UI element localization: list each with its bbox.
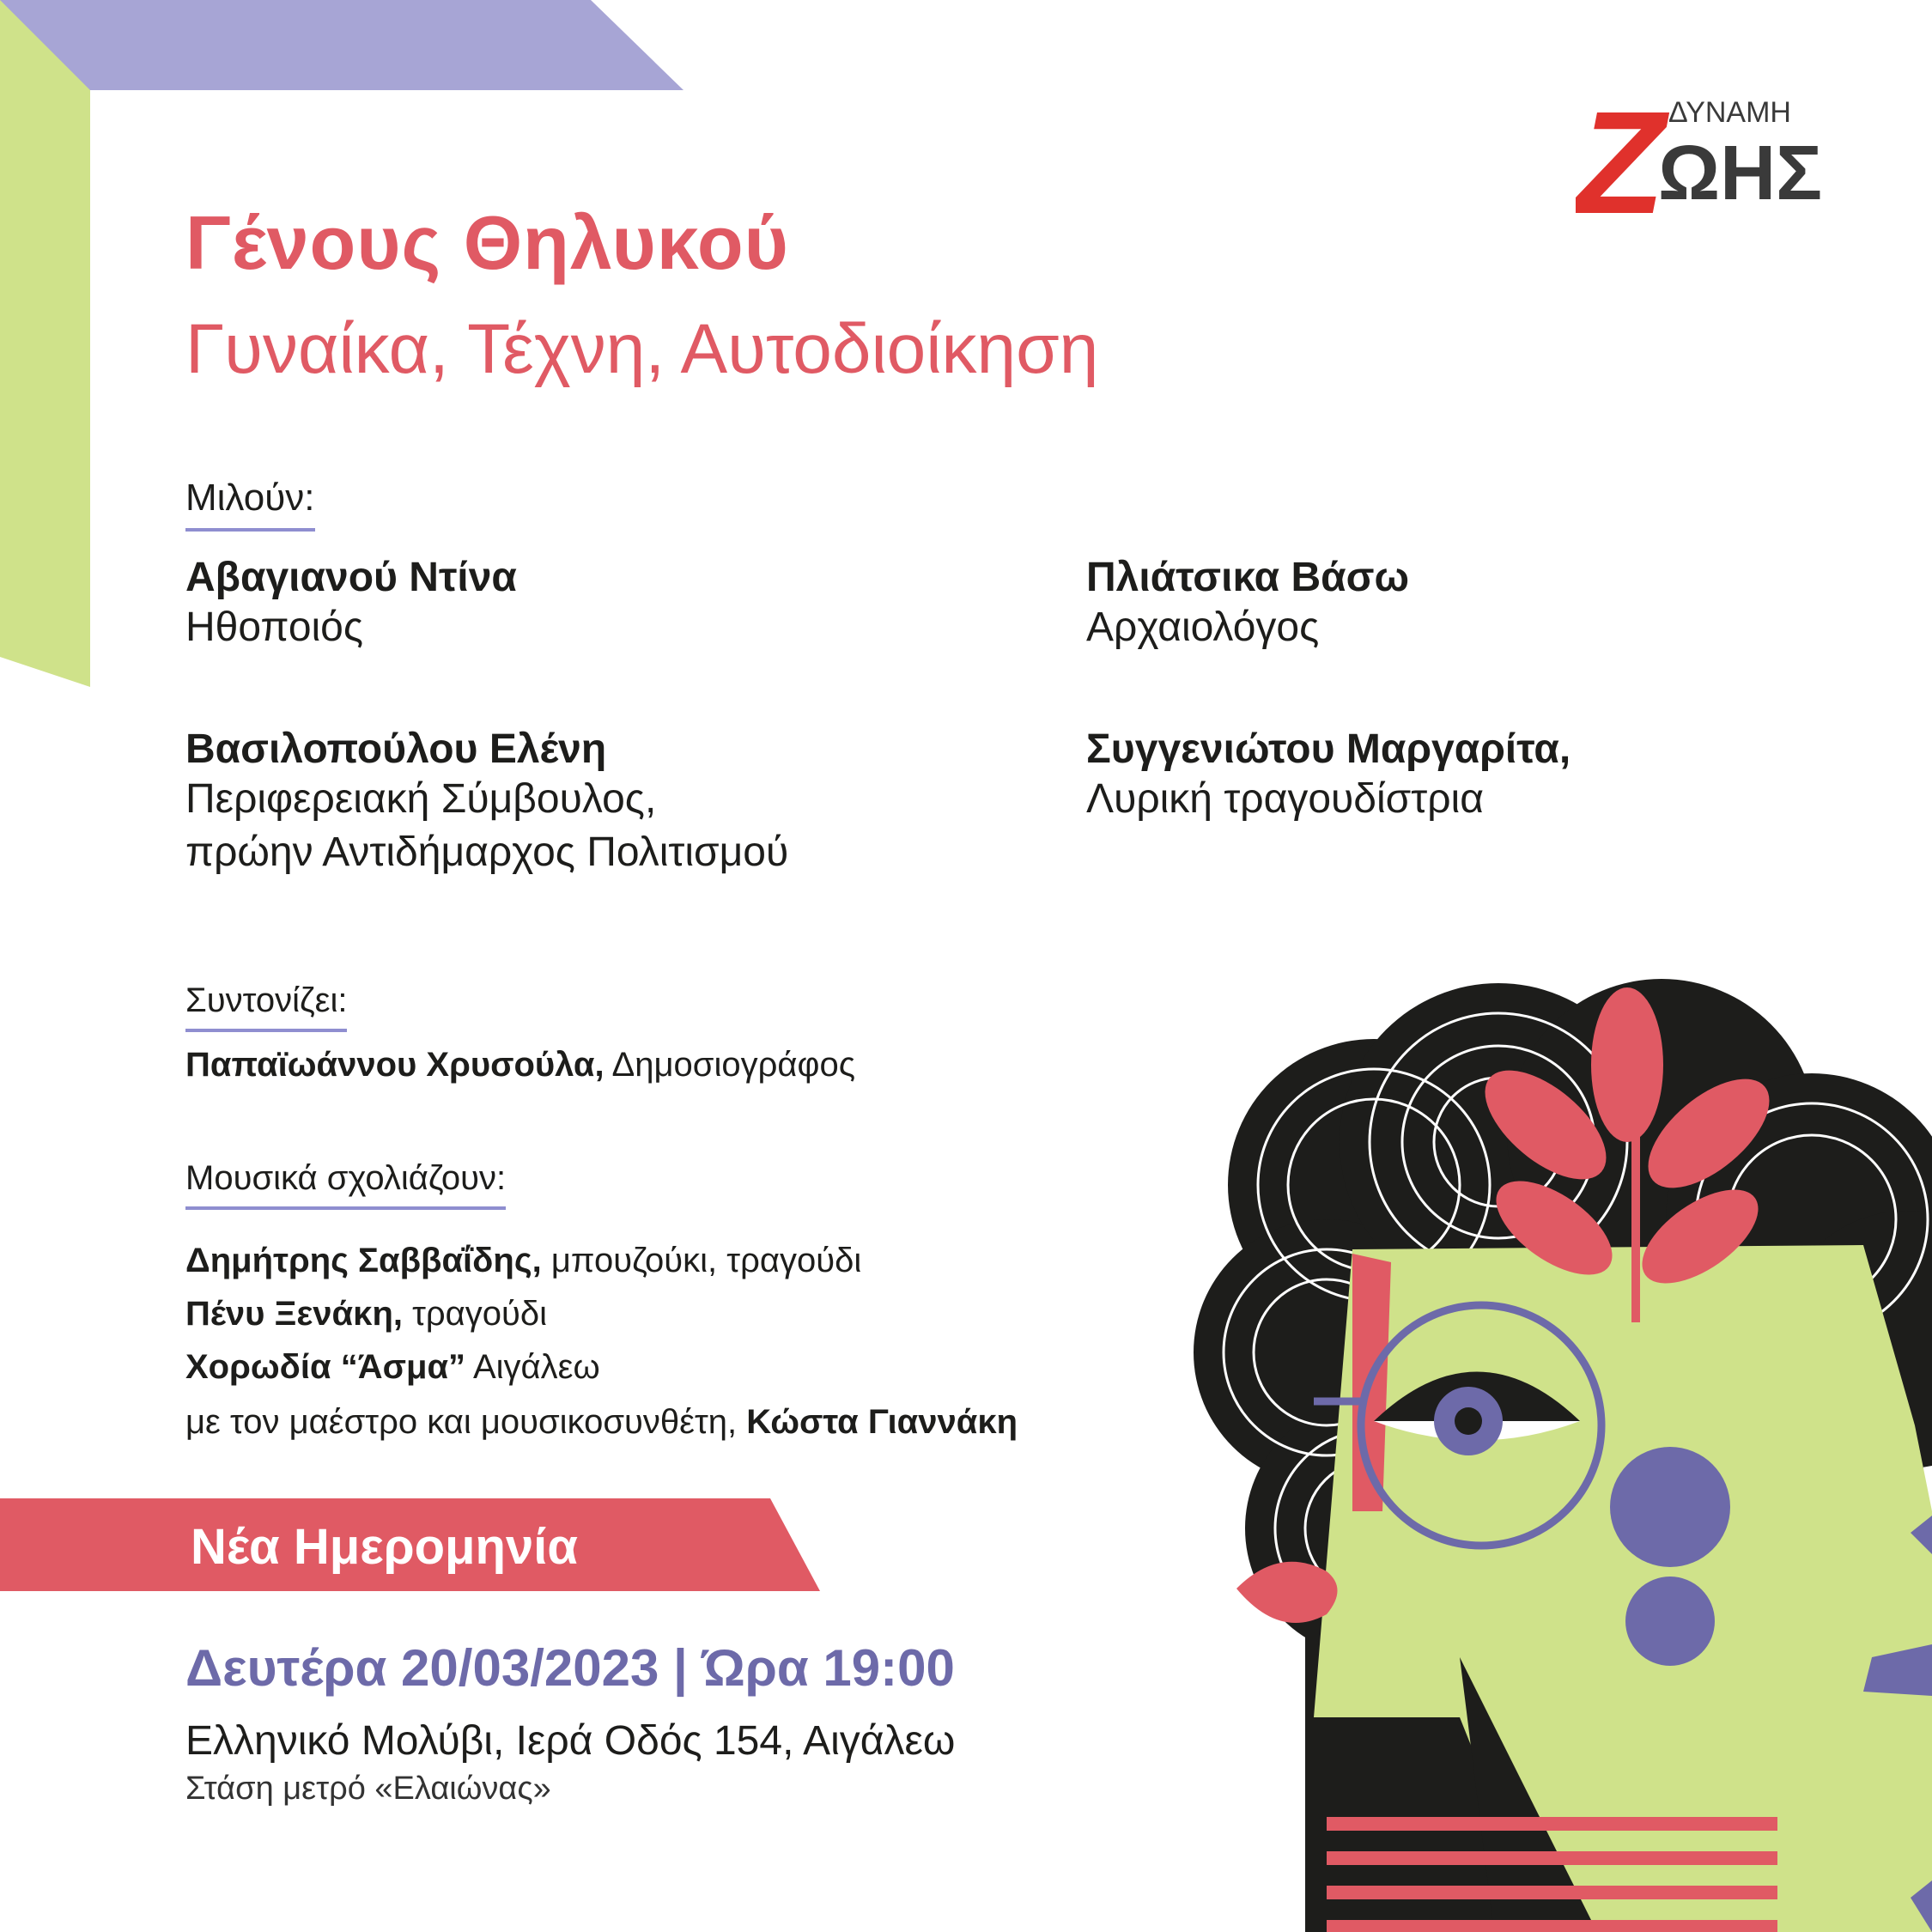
event-venue: Ελληνικό Μολύβι, Ιερά Οδός 154, Αιγάλεω bbox=[185, 1718, 956, 1764]
event-subtitle: Γυναίκα, Τέχνη, Αυτοδιοίκηση bbox=[185, 310, 1099, 388]
choir-name: Χορωδία “Άσμα” bbox=[185, 1348, 466, 1386]
event-date-time: Δευτέρα 20/03/2023 | Ώρα 19:00 bbox=[185, 1639, 955, 1697]
speaker-name: Πλιάτσικα Βάσω bbox=[1086, 555, 1410, 600]
speaker-role: πρώην Αντιδήμαρχος Πολιτισμού bbox=[185, 829, 789, 875]
musician-role: τραγούδι bbox=[403, 1295, 548, 1333]
logo-top-word: ΔΥΝΑΜΗ bbox=[1668, 96, 1791, 129]
logo-bottom-word: ΩΗΣ bbox=[1658, 131, 1823, 216]
metro-station: Στάση μετρό «Ελαιώνας» bbox=[185, 1771, 551, 1807]
speaker-role: Αρχαιολόγος bbox=[1086, 605, 1320, 650]
musician-name: Δημήτρης Σαββαΐδης, bbox=[185, 1242, 542, 1279]
moderator-role: Δημοσιογράφος bbox=[604, 1046, 855, 1084]
speaker-role: Περιφερειακή Σύμβουλος, bbox=[185, 776, 657, 822]
event-title: Γένους Θηλυκού bbox=[185, 200, 789, 285]
speaker-role: Ηθοποιός bbox=[185, 605, 363, 650]
speaker-name: Συγγενιώτου Μαργαρίτα, bbox=[1086, 726, 1571, 772]
conductor-intro: με τον μαέστρο και μουσικοσυνθέτη, bbox=[185, 1403, 747, 1441]
moderator-name: Παπαϊωάννου Χρυσούλα, bbox=[185, 1046, 605, 1084]
moderator-label: Συντονίζει: bbox=[185, 981, 347, 1032]
speaker-name: Αβαγιανού Ντίνα bbox=[185, 555, 517, 600]
speakers-label: Μιλούν: bbox=[185, 477, 315, 532]
conductor-name: Κώστα Γιαννάκη bbox=[746, 1403, 1018, 1441]
new-date-banner: Νέα Ημερομηνία bbox=[191, 1519, 578, 1575]
choir-location: Αιγάλεω bbox=[465, 1348, 600, 1386]
speaker-name: Βασιλοπούλου Ελένη bbox=[185, 726, 607, 772]
musician-role: μπουζούκι, τραγούδι bbox=[541, 1242, 862, 1279]
logo-letter: Z bbox=[1576, 94, 1665, 232]
music-label: Μουσικά σχολιάζουν: bbox=[185, 1159, 506, 1210]
speaker-role: Λυρική τραγουδίστρια bbox=[1086, 776, 1484, 822]
musician-name: Πένυ Ξενάκη, bbox=[185, 1295, 403, 1333]
